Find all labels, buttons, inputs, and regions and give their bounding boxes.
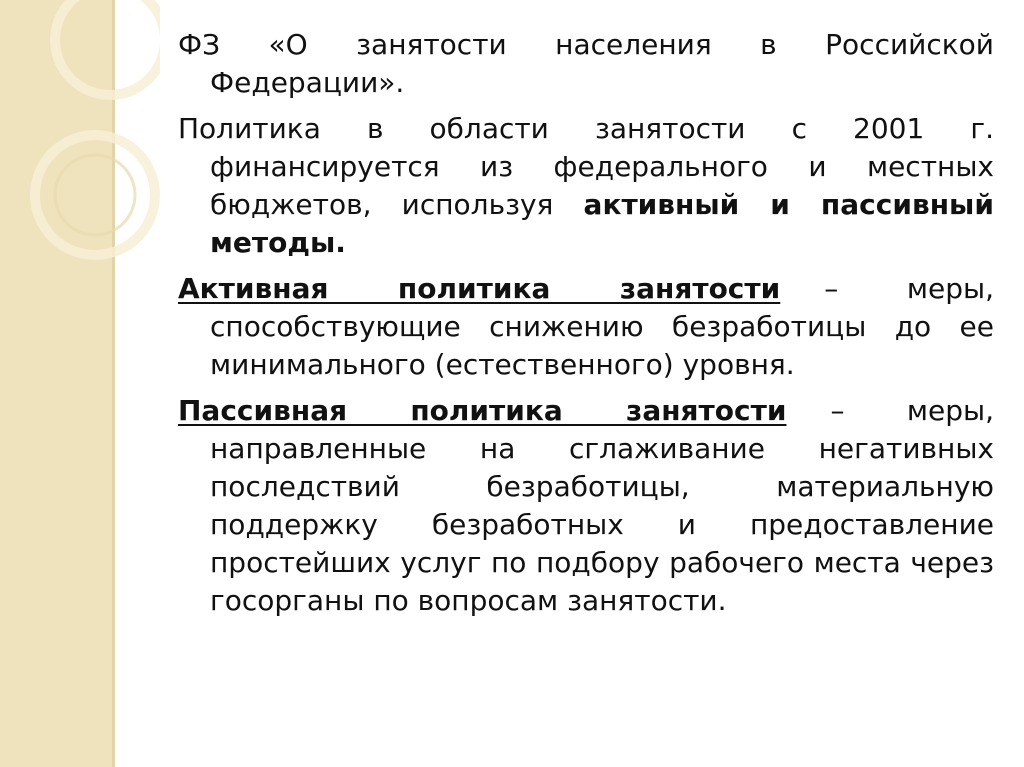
financing-text: Политика в области занятости с 2001 г. финансируется из федерального и местных бюджетов, используя bbox=[178, 112, 994, 221]
law-text: ФЗ «О занятости населения в Российской Федерации». bbox=[178, 28, 994, 99]
active-term-underline bbox=[780, 297, 824, 298]
paragraph-policy-financing bbox=[178, 110, 994, 262]
passive-policy-term: Пассивная политика занятости bbox=[178, 394, 787, 427]
slide-body bbox=[178, 26, 994, 628]
passive-policy-definition: – меры, направленные на сглаживание негативных последствий безработицы, материальную поддержку безработных и предоставление простейших услуг по подбору рабочего места через госорганы по вопросам занятости. bbox=[210, 394, 994, 617]
paragraph-law bbox=[178, 26, 994, 102]
circles-ornament-icon bbox=[0, 0, 160, 300]
methods-bold-text: активный и пассивный методы. bbox=[210, 188, 994, 259]
active-policy-term: Активная политика занятости bbox=[178, 272, 781, 305]
paragraph-active-policy bbox=[178, 270, 994, 384]
paragraph-passive-policy bbox=[178, 392, 994, 620]
passive-term-underline bbox=[786, 419, 830, 420]
active-policy-definition: – меры, способствующие снижению безработицы до ее минимального (естественного) уровня. bbox=[210, 272, 994, 381]
